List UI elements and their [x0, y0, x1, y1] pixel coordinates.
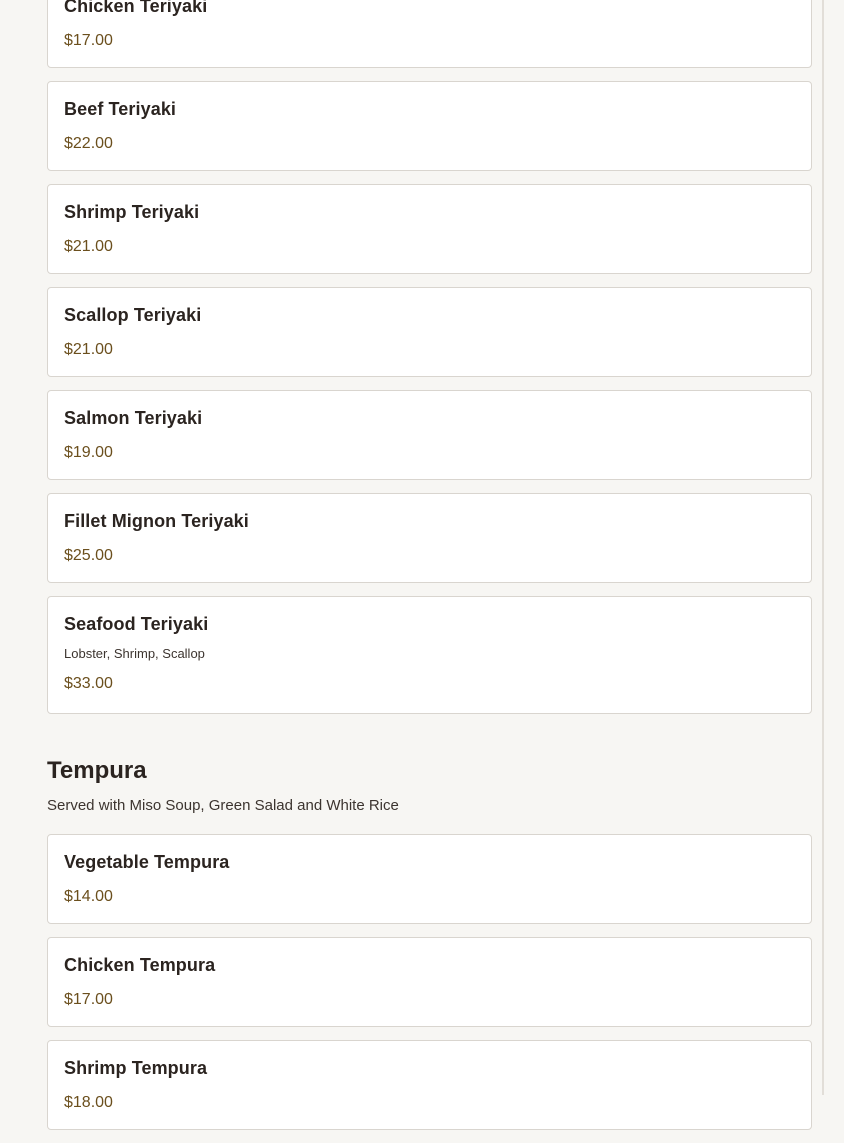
item-name: Shrimp Tempura	[64, 1058, 208, 1078]
item-price: $19.00	[64, 444, 113, 461]
item-name: Chicken Tempura	[64, 955, 216, 975]
item-name: Salmon Teriyaki	[64, 408, 203, 428]
item-price: $25.00	[64, 547, 113, 564]
item-description: Lobster, Shrimp, Scallop	[64, 646, 205, 661]
item-name: Chicken Teriyaki	[64, 0, 208, 16]
menu-item-fillet-mignon-teriyaki[interactable]	[47, 493, 812, 583]
item-name: Vegetable Tempura	[64, 852, 230, 872]
item-name: Beef Teriyaki	[64, 99, 177, 119]
item-name: Seafood Teriyaki	[64, 614, 209, 634]
section-subtitle: Served with Miso Soup, Green Salad and White Rice	[47, 797, 399, 814]
item-price: $18.00	[64, 1094, 113, 1111]
item-price: $33.00	[64, 675, 113, 692]
item-price: $14.00	[64, 888, 113, 905]
scroll-divider	[822, 0, 824, 1095]
item-name: Scallop Teriyaki	[64, 305, 202, 325]
menu-item-scallop-teriyaki[interactable]	[47, 287, 812, 377]
menu-item-salmon-teriyaki[interactable]	[47, 390, 812, 480]
item-name: Fillet Mignon Teriyaki	[64, 511, 249, 531]
section-title: Tempura	[47, 757, 147, 784]
section-tempura	[47, 727, 812, 1130]
item-name: Shrimp Teriyaki	[64, 202, 200, 222]
menu-list	[47, 0, 812, 1143]
menu-item-shrimp-tempura[interactable]	[47, 1040, 812, 1130]
item-price: $17.00	[64, 991, 113, 1008]
item-price: $21.00	[64, 341, 113, 358]
menu-item-seafood-teriyaki[interactable]	[47, 596, 812, 714]
menu-item-beef-teriyaki[interactable]	[47, 81, 812, 171]
menu-item-shrimp-teriyaki[interactable]	[47, 184, 812, 274]
item-price: $17.00	[64, 32, 113, 49]
menu-item-chicken-teriyaki[interactable]	[47, 0, 812, 68]
menu-item-chicken-tempura[interactable]	[47, 937, 812, 1027]
item-price: $22.00	[64, 135, 113, 152]
menu-item-vegetable-tempura[interactable]	[47, 834, 812, 924]
item-price: $21.00	[64, 238, 113, 255]
